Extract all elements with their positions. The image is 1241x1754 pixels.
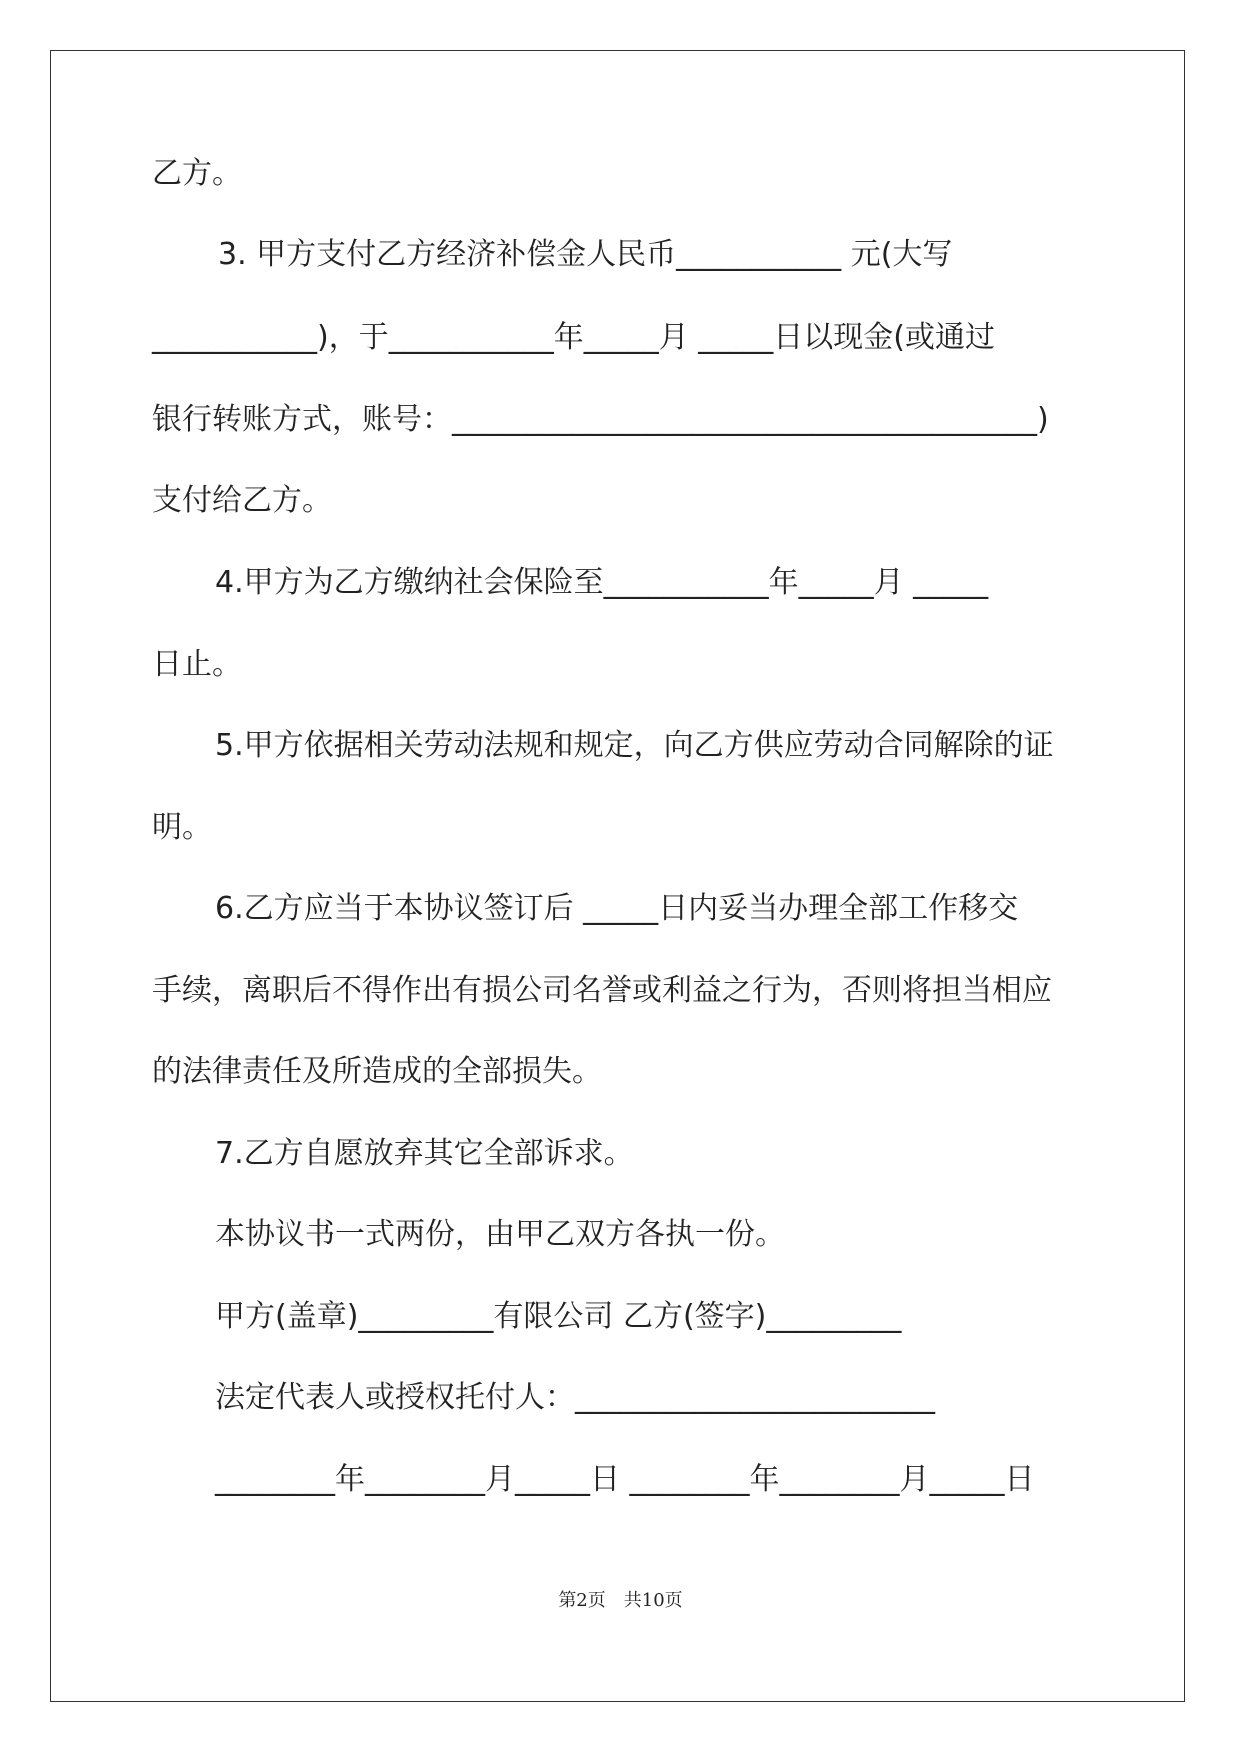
clause-3-line-1: 3. 甲方支付乙方经济补偿金人民币___________ 元(大写 <box>218 237 953 272</box>
copies-statement: 本协议书一式两份，由甲乙双方各执一份。 <box>215 1217 785 1252</box>
clause-4-line-2: 日止。 <box>152 647 242 682</box>
text-line: 乙方。 <box>152 156 242 191</box>
clause-6-line-3: 的法律责任及所造成的全部损失。 <box>152 1054 602 1089</box>
clause-6-line-1: 6.乙方应当于本协议签订后 _____日内妥当办理全部工作移交 <box>215 891 1019 926</box>
clause-7: 7.乙方自愿放弃其它全部诉求。 <box>215 1136 634 1171</box>
clause-3-line-3: 银行转账方式，账号：_______________________________________) <box>152 402 1049 437</box>
clause-4-line-1: 4.甲方为乙方缴纳社会保险至___________年_____月 _____ <box>215 565 989 600</box>
signature-parties: 甲方(盖章)_________有限公司 乙方(签字)_________ <box>215 1299 902 1334</box>
signature-dates: ________年________月_____日 ________年________月_____日 <box>215 1462 1035 1497</box>
clause-5-line-2: 明。 <box>152 810 212 845</box>
page-border <box>50 50 1185 1702</box>
legal-representative: 法定代表人或授权托付人：________________________ <box>215 1380 935 1415</box>
clause-3-line-4: 支付给乙方。 <box>152 483 332 518</box>
page-number-footer: 第2页 共10页 <box>558 1590 683 1611</box>
clause-5-line-1: 5.甲方依据相关劳动法规和规定，向乙方供应劳动合同解除的证 <box>215 728 1054 763</box>
clause-6-line-2: 手续，离职后不得作出有损公司名誉或利益之行为，否则将担当相应 <box>152 973 1052 1008</box>
clause-3-line-2: ___________)，于___________年_____月 _____日以现金(或通过 <box>152 320 995 355</box>
